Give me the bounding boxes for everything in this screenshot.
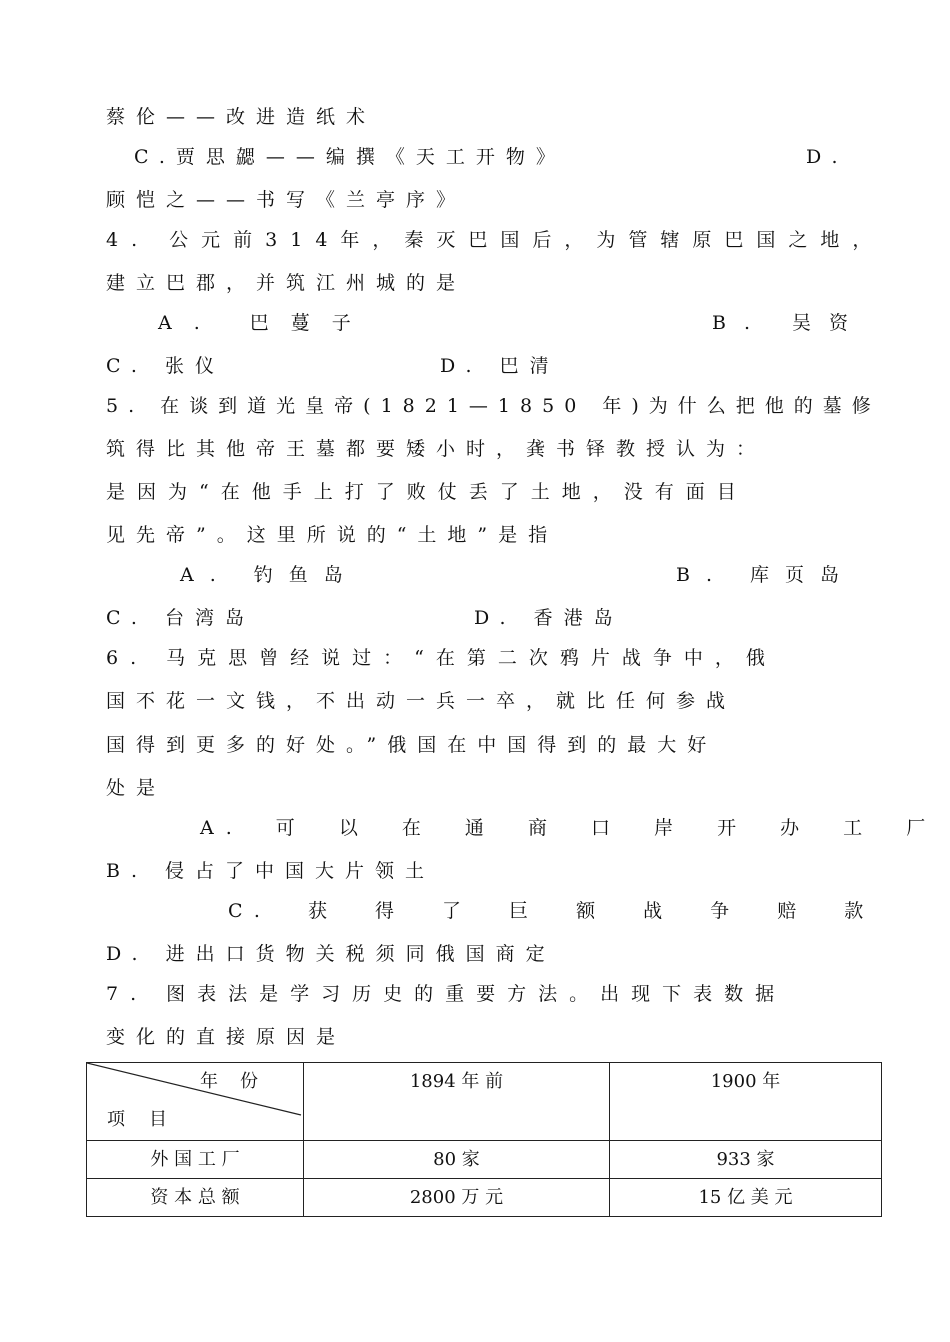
option-a: A. 钓鱼岛 <box>180 564 359 586</box>
question-7-cont <box>0 1022 950 1052</box>
option-b: B. 库页岛 <box>676 564 856 586</box>
question-text: 建立巴郡，并筑江州城的是 <box>106 272 467 294</box>
question-6-cont <box>0 686 950 716</box>
option-d: D. 巴清 <box>440 355 560 377</box>
question-5-cont <box>0 477 950 507</box>
option-line <box>0 102 950 132</box>
option-d: D. 香港岛 <box>474 607 624 629</box>
question-6-option-b <box>0 856 950 886</box>
question-text: 筑得比其他帝王墓都要矮小时，龚书铎教授认为： <box>106 438 767 460</box>
question-6-option-a <box>0 813 950 843</box>
corner-year-label: 年份 <box>200 1071 280 1092</box>
table-cell: 15 亿 美 元 <box>610 1179 882 1217</box>
question-5-cont <box>0 434 950 464</box>
data-table <box>86 1062 882 1217</box>
question-4-options <box>0 308 950 338</box>
question-4-cont <box>0 268 950 298</box>
table-row <box>87 1179 882 1217</box>
column-header: 1894 年 前 <box>304 1063 610 1141</box>
option-b: B. 吴资 <box>712 312 867 334</box>
question-text: 6. 马克思曾经说过：“在第二次鸦片战争中，俄 <box>106 647 777 669</box>
question-text: 国得到更多的好处。”俄国在中国得到的最大好 <box>106 734 718 756</box>
option-b: B. 侵占了中国大片领土 <box>106 860 436 882</box>
question-5-options <box>0 560 950 590</box>
option-line <box>0 142 950 172</box>
row-label: 外 国 工 厂 <box>87 1141 304 1179</box>
question-text: 见先帝”。这里所说的“土地”是指 <box>106 524 559 546</box>
table-corner-cell <box>87 1063 304 1141</box>
question-4-options <box>0 351 950 381</box>
table-header-row <box>87 1063 882 1141</box>
option-d: 顾恺之——书写《兰亭序》 <box>106 189 467 211</box>
question-text: 5. 在谈到道光皇帝(1821—1850 年)为什么把他的墓修 <box>106 395 881 417</box>
option-text: 蔡伦——改进造纸术 <box>106 106 377 128</box>
option-line <box>0 185 950 215</box>
option-c: C.贾思勰——编撰《天工开物》 <box>134 146 566 168</box>
question-5-cont <box>0 520 950 550</box>
table-row <box>87 1141 882 1179</box>
option-a: A. 巴蔓子 <box>158 312 373 334</box>
question-6-cont <box>0 730 950 760</box>
row-label: 资 本 总 额 <box>87 1179 304 1217</box>
question-5 <box>0 391 950 421</box>
question-7 <box>0 979 950 1009</box>
table-cell: 80 家 <box>304 1141 610 1179</box>
option-d: D. 进出口货物关税须同俄国商定 <box>106 943 556 965</box>
question-6-option-d <box>0 939 950 969</box>
question-text: 处是 <box>106 777 167 799</box>
question-text: 是因为“在他手上打了败仗丢了土地，没有面目 <box>106 481 748 503</box>
column-header: 1900 年 <box>610 1063 882 1141</box>
table-cell: 2800 万 元 <box>304 1179 610 1217</box>
question-5-options <box>0 603 950 633</box>
question-6-cont <box>0 773 950 803</box>
question-text: 4. 公元前314年，秦灭巴国后，为管辖原巴国之地， <box>106 229 885 251</box>
table-cell: 933 家 <box>610 1141 882 1179</box>
question-6-option-c <box>0 896 950 926</box>
question-4 <box>0 225 950 255</box>
option-c: C. 张仪 <box>106 355 225 377</box>
question-text: 变化的直接原因是 <box>106 1026 347 1048</box>
option-a: A. 可 以 在 通 商 口 岸 开 办 工 厂 <box>200 817 938 839</box>
question-text: 7. 图表法是学习历史的重要方法。出现下表数据 <box>106 983 787 1005</box>
option-d-label: D. <box>806 146 849 168</box>
option-c: C. 获 得 了 巨 额 战 争 赔 款 <box>228 900 876 922</box>
option-c: C. 台湾岛 <box>106 607 255 629</box>
corner-item-label: 项目 <box>107 1109 191 1130</box>
question-text: 国不花一文钱，不出动一兵一卒，就比任何参战 <box>106 690 737 712</box>
question-6 <box>0 643 950 673</box>
